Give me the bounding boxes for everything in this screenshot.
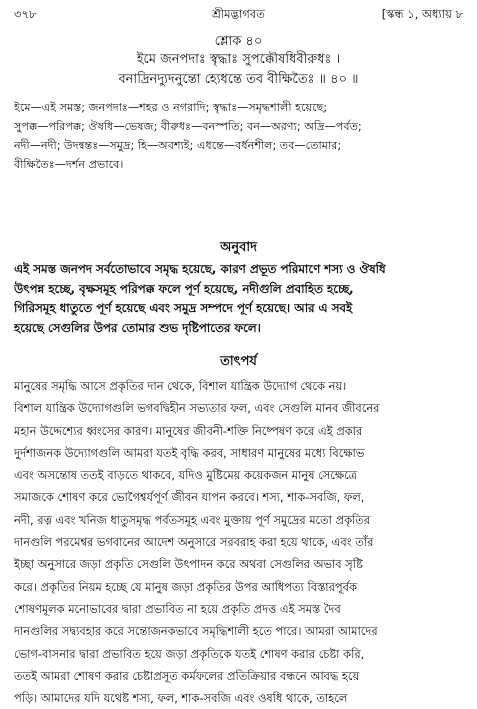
page-number: ৩৭৮ (14, 7, 37, 21)
purport-line: সমাজকে শোষণ করে ভোগৈশ্বর্যপূর্ণ জীবন যাপন করবে। শস্য, শাক-সবজি, ফল, (14, 490, 365, 505)
purport-line: ইচ্ছা অনুসারে জড়া প্রকৃতি সেগুলি উৎপাদন করে অথবা সেগুলির অভাব সৃষ্টি (14, 557, 363, 572)
page-header (14, 6, 463, 24)
translation-line: উৎপন্ন হচ্ছে, বৃক্ষসমূহ পরিপক্ক ফলে পূর্ণ হয়েছে, নদীগুলি প্রবাহিত হচ্ছে, (14, 281, 354, 296)
translation-line: গিরিসমূহ ধাতুতে পূর্ণ হয়েছে এবং সমুদ্র সম্পদে পূর্ণ হয়েছে। আর এ সবই (14, 301, 353, 315)
synonyms-block (14, 98, 463, 174)
verse-line-1: ইমে জনপদাঃ স্বৃদ্ধাঃ সুপক্কৌষধিবীরুধঃ । (136, 52, 341, 67)
purport-line: বিশাল যান্ত্রিক উদ্যোগগুলি ভগবদ্বিহীন সভ্যতার ফল, এবং সেগুলি মানব জীবনের (14, 401, 380, 416)
purport-line: দানগুলি পরমেশ্বর ভগবানের আদেশ অনুসারে সরবরাহ করা হয়ে থাকে, এবং তাঁর (14, 535, 374, 550)
purport-heading: তাৎপর্য (220, 354, 257, 369)
synonyms-line: সুপক্ক—পরিপক্ক; ঔষধি—ভেষজ; বীরুধঃ—বনস্পতি; বন—অরণ্য; অদ্রি—পর্বত; (14, 120, 362, 133)
purport-line: দুর্দশাজনক উদ্যোগগুলি আমরা যতই বৃদ্ধি করব, সাধারণ মানুষের মধ্যে বিক্ষোভ (14, 445, 365, 460)
purport-line: দানগুলির সদ্ব্যবহার করে সন্তোজনকভাবে সমৃদ্ধিশালী হতে পারে। আমরা আমাদের (14, 624, 378, 639)
purport-line: শোষণমূলক মনোভাবের দ্বারা প্রভাবিত না হয়ে প্রকৃতি প্রদত্ত এই সমস্ত দৈব (14, 601, 341, 616)
purport-line: ভোগ-বাসনার দ্বারা প্রভাবিত হয়ে জড়া প্রকৃতিকে যতই শোষণ করার চেষ্টা করি, (14, 646, 365, 661)
purport-line: পড়ি। আমাদের যদি যথেষ্ট শস্য, ফল, শাক-সবজি এবং ওষধি থাকে, তাহলে (14, 691, 348, 706)
book-title: শ্রীমদ্ভাগবত (212, 7, 265, 21)
purport-line: এবং অসন্তোষ ততই বাড়তে থাকবে, যদিও মুষ্টিমেয় কয়েকজন মানুষ সেক্ষেত্রে (14, 468, 358, 483)
purport-text (14, 375, 463, 709)
synonyms-line: ইমে—এই সমস্ত; জনপদাঃ—শহর ও নগরাদি; স্বৃদ্ধাঃ—সমৃদ্ধশালী হয়েছে; (14, 101, 328, 114)
purport-line: নদী, রত্ন এবং খনিজ ধাতুসমৃদ্ধ পর্বতসমূহ এবং মুক্তায় পূর্ণ সমুদ্রের মতো প্রকৃতির (14, 512, 371, 527)
chapter-reference: [স্কন্ধ ১, অধ্যায় ৮ (381, 7, 463, 21)
translation-text (14, 260, 463, 338)
translation-heading: অনুবাদ (220, 240, 257, 255)
purport-line: ততই আমরা শোষণ করার চেষ্টাপ্রসূত কর্মফলের প্রতিক্রিয়ার বন্ধনে আবদ্ধ হয়ে (14, 668, 360, 683)
purport-line: মানুষের সমৃদ্ধি আসে প্রকৃতির দান থেকে, বিশাল যান্ত্রিক উদ্যোগ থেকে নয়। (14, 379, 347, 393)
translation-line: এই সমস্ত জনপদ সর্বতোভাবে সমৃদ্ধ হয়েছে, কারণ প্রভূত পরিমাণে শস্য ও ঔষধি (14, 262, 386, 276)
translation-line: হয়েছে সেগুলির উপর তোমার শুভ দৃষ্টিপাতের ফলে। (14, 320, 261, 335)
synonyms-line: নদী—নদী; উদন্বন্তঃ—সমুদ্র; হি—অবশ্যই; এধন্তে—বর্ধনশীল; তব—তোমার; (14, 139, 342, 152)
purport-line: মহান উদ্দেশ্যের ধ্বংসের কারণ। মানুষের জীবনী-শক্তি নিষ্পেষণ করে এই প্রকার (14, 423, 363, 438)
verse-title: শ্লোক ৪০ (214, 34, 263, 49)
verse-line-2: বনাদ্রিনদ্যুদনুন্তো হ্যেধন্তে তব বীক্ষিতৈঃ ॥ ৪০ ॥ (118, 72, 359, 87)
purport-line: করে। প্রকৃতির নিয়ম হচ্ছে যে মানুষ জড়া প্রকৃতির উপর আধিপত্য বিস্তারপূর্বক (14, 579, 357, 594)
synonyms-line: বীক্ষিতৈঃ—দর্শন প্রভাবে। (14, 158, 124, 171)
